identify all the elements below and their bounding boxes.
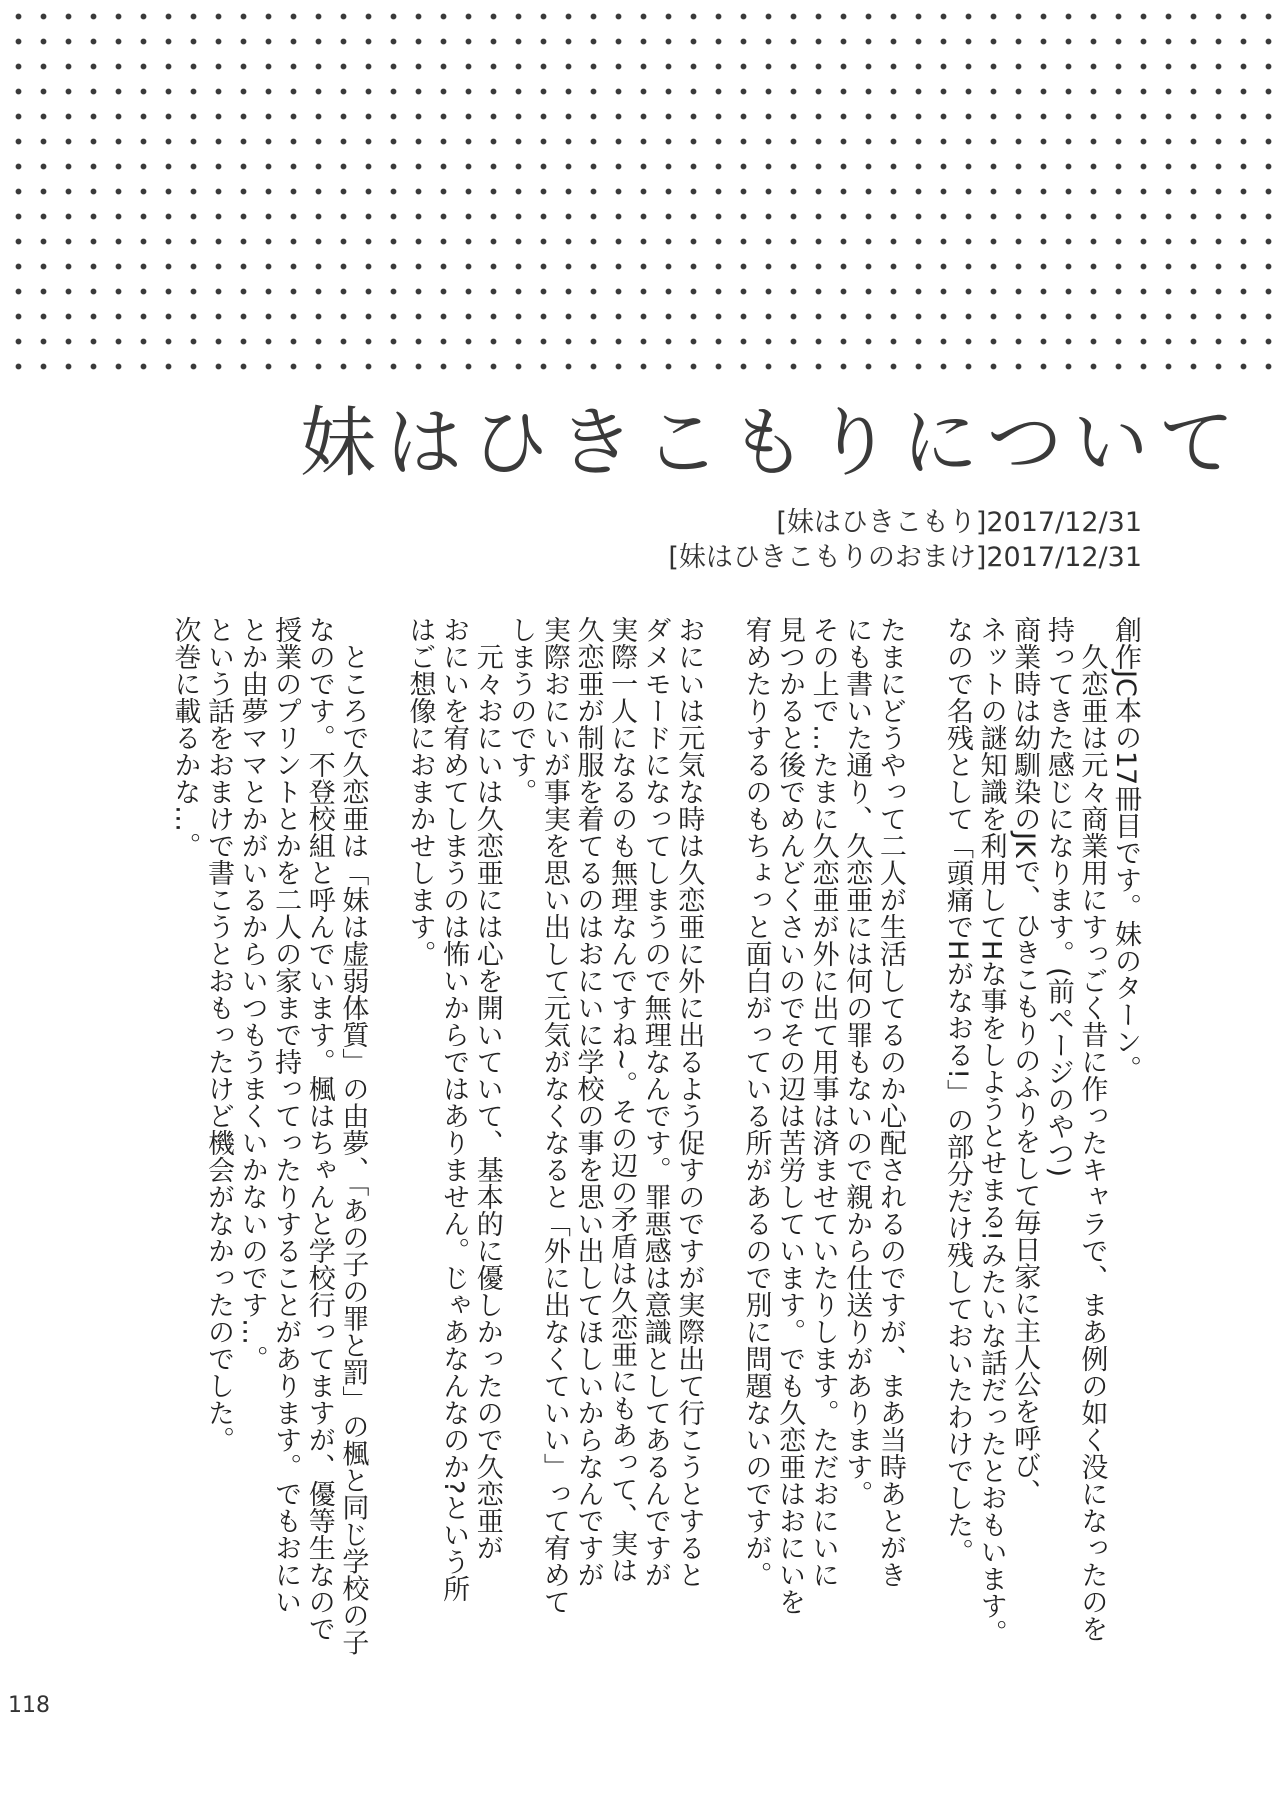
text-line: にも書いた通り、久恋亜には何の罪もないので親から仕送りがあります。 <box>841 616 873 1507</box>
text-line: おにいを宥めてしまうのは怖いからではありません。じゃあなんなのか?という所 <box>438 616 470 1603</box>
credit-line: [妹はひきこもり]2017/12/31 <box>776 507 1142 538</box>
text-line: 実際一人になるのも無理なんですね~。その辺の矛盾は久恋亜にもあって、実は <box>606 616 638 1584</box>
text-line: 次巻に載るかな…。 <box>169 616 201 859</box>
text-line: しまうのです。 <box>505 616 537 805</box>
paragraph-gap <box>907 616 941 1721</box>
text-line: 授業のプリントとかを二人の家まで持ってったりすることがあります。でもおにい <box>270 616 302 1615</box>
text-line: なので名残として「頭痛でHがなおる!」の部分だけ残しておいたわけでした。 <box>942 616 974 1566</box>
text-line: 元々おにいは久恋亜には心を開いていて、基本的に優しかったので久恋亜が <box>471 643 503 1561</box>
text-line: 宥めたりするのもちょっと面白がっている所があるので別に問題ないのですが。 <box>740 616 772 1588</box>
text-line: 実際おにいが事実を思い出して元気がなくなると「外に出なくていい」って宥めて <box>538 616 570 1615</box>
text-line: たまにどうやって二人が生活してるのか心配されるのですが、まあ当時あとがき <box>874 616 906 1588</box>
text-line: ところで久恋亜は「妹は虚弱体質」の由夢、「あの子の罪と罰」の楓と同じ学校の子 <box>337 643 369 1656</box>
text-line: 久恋亜は元々商業用にすっごく昔に作ったキャラで、まあ例の如く没になったのを <box>1076 643 1108 1642</box>
paragraph-gap <box>369 616 403 1721</box>
text-line: ダメモードになってしまうので無理なんです。罪悪感は意識としてあるんですが <box>639 616 671 1588</box>
text-line: おにいは元気な時は久恋亜に外に出るよう促すのですが実際出て行こうとすると <box>673 616 705 1588</box>
text-line: 持ってきた感じになります。(前ページのやつ) <box>1042 616 1074 1178</box>
text-line: ネットの謎知識を利用してHな事をしようとせまる!みたいな話だったとおもいます。 <box>975 616 1007 1647</box>
page-title: 妹はひきこもりについて <box>300 398 1245 487</box>
paragraph-gap <box>705 616 739 1721</box>
text-line: とか由夢ママとかがいるからいつもうまくいかないのです…。 <box>236 616 268 1372</box>
credit-line: [妹はひきこもりのおまけ]2017/12/31 <box>668 542 1142 573</box>
text-line: 創作JC本の17冊目です。妹のターン。 <box>1110 616 1141 1083</box>
page-number: 118 <box>8 1693 50 1718</box>
text-line: その上で…たまに久恋亜が外に出て用事は済ませていたりします。ただおにいに <box>807 616 839 1588</box>
text-line: 見つかると後でめんどくさいのでその辺は苦労しています。でも久恋亜はおにいを <box>774 616 806 1615</box>
polka-dot-header-band <box>0 0 1280 380</box>
afterword-body <box>142 616 1142 1721</box>
publication-credits <box>668 505 1142 575</box>
text-line: なのです。不登校組と呼んでいます。楓はちゃんと学校行ってますが、優等生なので <box>303 616 335 1642</box>
text-line: という話をおまけで書こうとおもったけど機会がなかったのでした。 <box>202 616 234 1453</box>
text-line: はご想像におまかせします。 <box>404 616 436 967</box>
text-line: 久恋亜が制服を着てるのはおにいに学校の事を思い出してほしいからなんですが <box>572 616 604 1588</box>
text-line: 商業時は幼馴染のJKで、ひきこもりのふりをして毎日家に主人公を呼び、 <box>1009 616 1041 1506</box>
